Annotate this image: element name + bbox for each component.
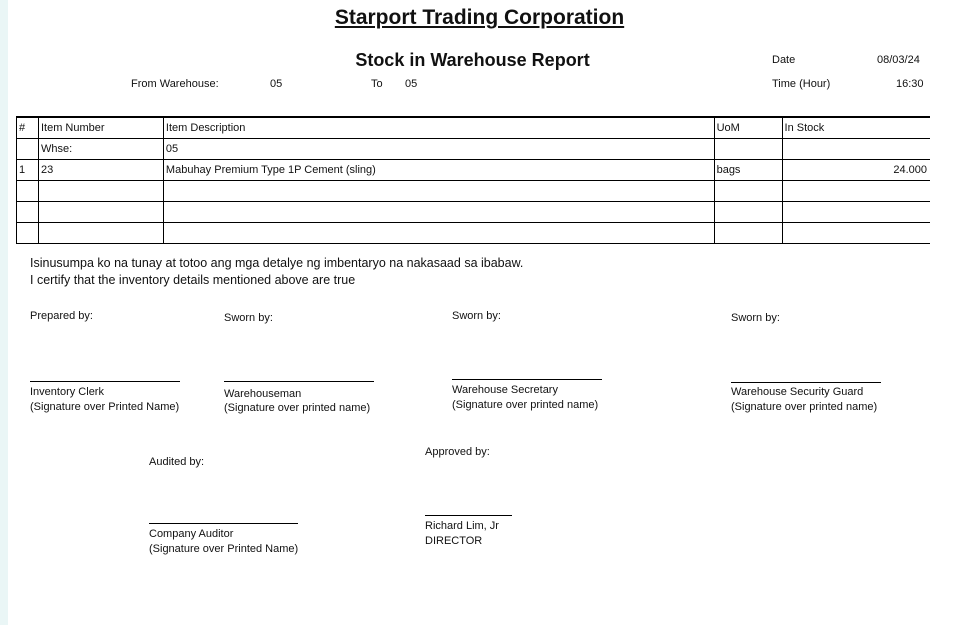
time-value: 16:30 — [896, 78, 924, 90]
audited-by-note: (Signature over Printed Name) — [149, 543, 299, 555]
whse-label: Whse: — [38, 139, 163, 160]
whse-value: 05 — [163, 139, 714, 160]
table-row-empty — [17, 223, 931, 244]
row-in-stock: 24.000 — [782, 160, 930, 181]
to-warehouse-value: 05 — [405, 78, 418, 90]
sworn-by-3-title: Warehouse Security Guard — [731, 386, 864, 398]
stock-table — [16, 116, 930, 244]
row-number: 1 — [17, 160, 39, 181]
approved-by-label: Approved by: — [425, 446, 490, 458]
audited-by-title: Company Auditor — [149, 528, 234, 540]
sworn-by-1-signature-line — [224, 381, 374, 382]
certification-filipino: Isinusumpa ko na tunay at totoo ang mga detalye ng imbentaryo na nakasaad sa ibabaw. — [30, 256, 524, 270]
col-header-item-number: Item Number — [38, 117, 163, 139]
time-label: Time (Hour) — [772, 78, 831, 90]
audited-by-label: Audited by: — [149, 456, 205, 468]
sworn-by-3-note: (Signature over printed name) — [731, 401, 878, 413]
table-row — [17, 160, 931, 181]
from-warehouse-value: 05 — [270, 78, 283, 90]
from-warehouse-label: From Warehouse: — [131, 78, 219, 90]
col-header-item-description: Item Description — [163, 117, 714, 139]
sworn-by-2-note: (Signature over printed name) — [452, 399, 599, 411]
prepared-by-title: Inventory Clerk — [30, 386, 104, 398]
page-margin-strip — [0, 0, 8, 625]
sworn-by-1-label: Sworn by: — [224, 312, 273, 324]
row-uom: bags — [714, 160, 782, 181]
sworn-by-3-label: Sworn by: — [731, 312, 780, 324]
col-header-in-stock: In Stock — [782, 117, 930, 139]
row-item-description: Mabuhay Premium Type 1P Cement (sling) — [163, 160, 714, 181]
approved-by-position: DIRECTOR — [425, 535, 483, 547]
table-row-empty — [17, 181, 931, 202]
approved-by-name: Richard Lim, Jr — [425, 520, 499, 532]
col-header-number: # — [17, 117, 39, 139]
table-row-whse — [17, 139, 931, 160]
sworn-by-1-note: (Signature over printed name) — [224, 402, 371, 414]
table-row-empty — [17, 202, 931, 223]
date-value: 08/03/24 — [877, 54, 920, 66]
report-title: Stock in Warehouse Report — [355, 50, 590, 70]
approved-by-signature-line — [425, 515, 512, 516]
company-name: Starport Trading Corporation — [334, 6, 625, 29]
prepared-by-label: Prepared by: — [30, 310, 93, 322]
sworn-by-3-signature-line — [731, 382, 881, 383]
audited-by-signature-line — [149, 523, 298, 524]
to-warehouse-label: To — [371, 78, 383, 90]
row-item-number: 23 — [38, 160, 163, 181]
prepared-by-note: (Signature over Printed Name) — [30, 401, 180, 413]
col-header-uom: UoM — [714, 117, 782, 139]
sworn-by-2-label: Sworn by: — [452, 310, 501, 322]
sworn-by-2-signature-line — [452, 379, 602, 380]
certification-english: I certify that the inventory details mentioned above are true — [30, 273, 356, 287]
date-label: Date — [772, 54, 796, 66]
prepared-by-signature-line — [30, 381, 180, 382]
table-header-row — [17, 117, 931, 139]
sworn-by-1-title: Warehouseman — [224, 388, 302, 400]
sworn-by-2-title: Warehouse Secretary — [452, 384, 558, 396]
